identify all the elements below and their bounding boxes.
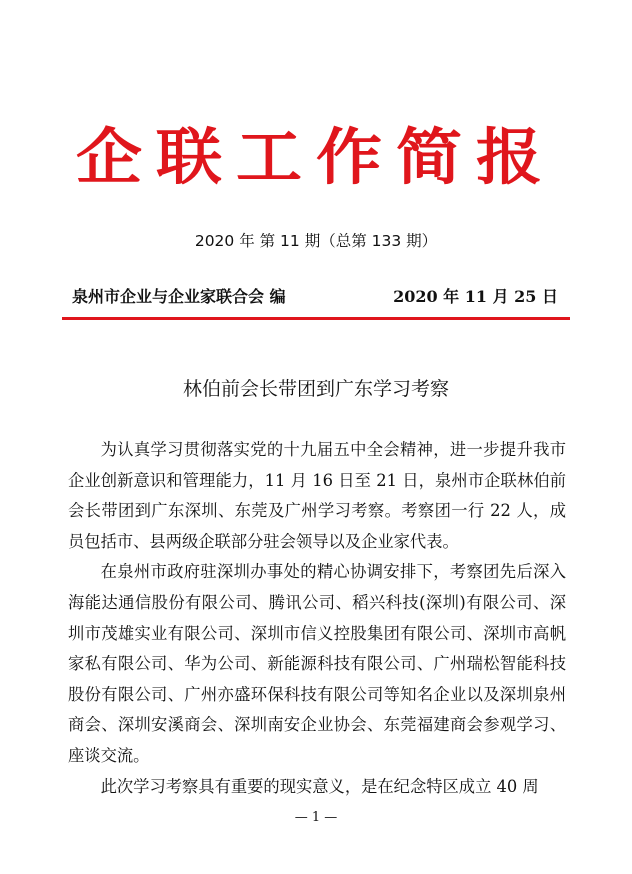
red-divider: [62, 317, 570, 320]
article-title: 林伯前会长带团到广东学习考察: [182, 378, 449, 400]
editor-org: 泉州市企业与企业家联合会 编: [72, 287, 286, 306]
header-row: [66, 284, 566, 310]
article-body: [68, 435, 566, 802]
paragraph: 为认真学习贯彻落实党的十九届五中全会精神，进一步提升我市企业创新意识和管理能力，11 月 16 日至 21 日，泉州市企联林伯前会长带团到广东深圳、东莞及广州学习考察。考察团一行 22 人，成员包括市、县两级企联部分驻会领导以及企业家代表。: [68, 440, 566, 551]
page-number: — 1 —: [294, 810, 338, 825]
paragraph: 在泉州市政府驻深圳办事处的精心协调安排下，考察团先后深入海能达通信股份有限公司、腾讯公司、稻兴科技(深圳)有限公司、深圳市茂雄实业有限公司、深圳市信义控股集团有限公司、深圳市高帆家私有限公司、华为公司、新能源科技有限公司、广州瑞松智能科技股份有限公司、广州亦盛环保科技有限公司等知名企业以及深圳泉州商会、深圳安溪商会、深圳南安企业协会、东莞福建商会参观学习、座谈交流。: [68, 562, 566, 765]
issue-line: 2020 年 第 11 期（总第 133 期）: [194, 232, 438, 250]
publication-date: 2020 年 11 月 25 日: [393, 287, 558, 306]
paragraph: 此次学习考察具有重要的现实意义，是在纪念特区成立 40 周: [100, 776, 539, 796]
masthead-title: 企联工作简报: [76, 122, 556, 193]
